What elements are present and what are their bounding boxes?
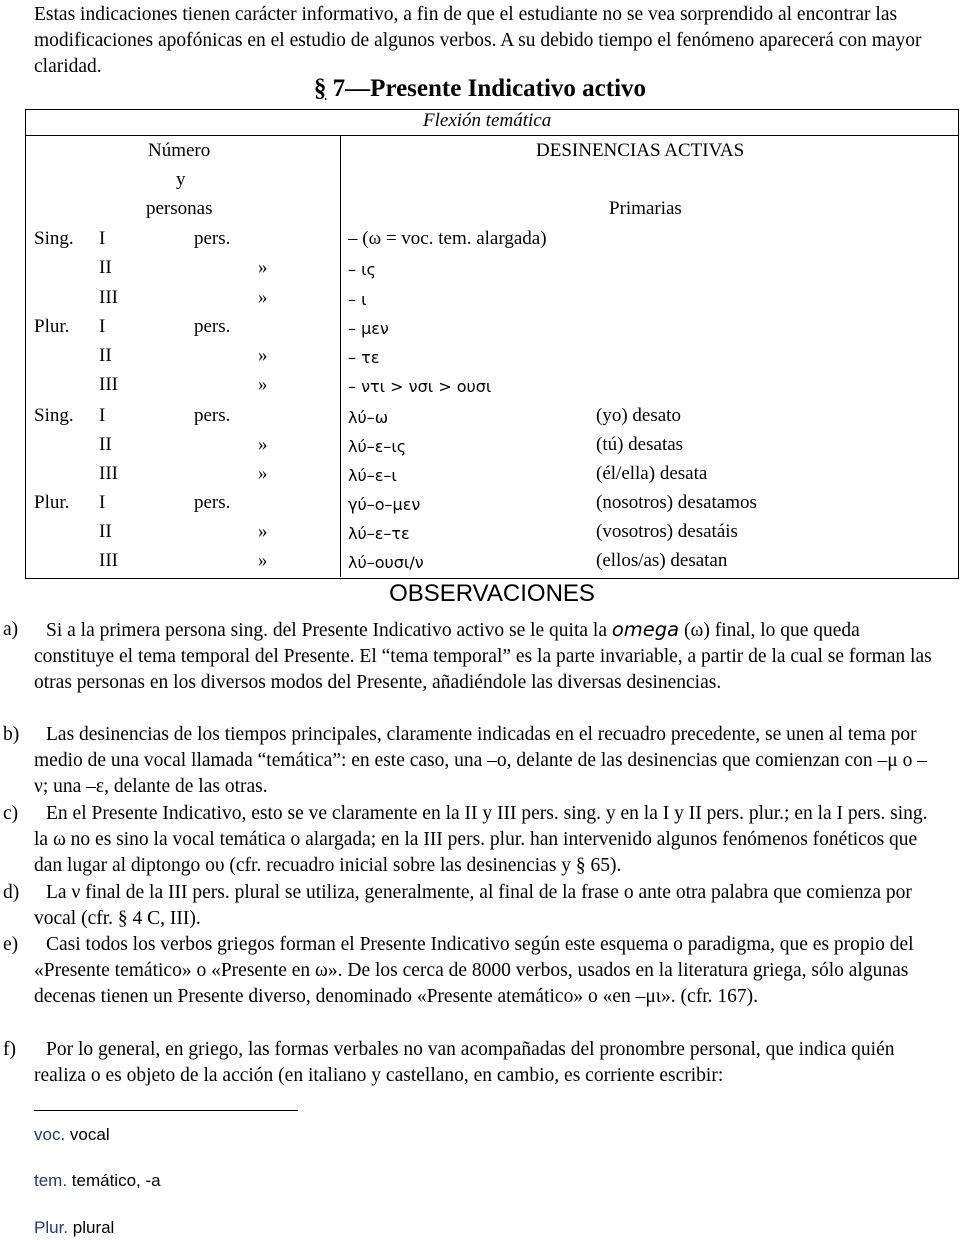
footnote bbox=[34, 1124, 110, 1146]
intro-paragraph: Estas indicaciones tienen carácter informativo, a fin de que el estudiante no se vea sorprendido al encontrar las modificaciones apofónicas en el estudio de algunos verbos. A su debido tiempo el fenómeno aparecerá con mayor claridad. bbox=[34, 4, 922, 77]
footnote-separator bbox=[34, 1110, 298, 1111]
item-marker: a) bbox=[3, 619, 19, 640]
section-title-text: 7—Presente Indicativo activo bbox=[332, 75, 647, 102]
row-greek-form: γύ–ο–μεν bbox=[348, 495, 421, 514]
header-primarias: Primarias bbox=[609, 198, 682, 219]
row-person: III bbox=[99, 550, 118, 571]
row-person: II bbox=[99, 345, 112, 366]
row-label: » bbox=[258, 374, 268, 395]
observation-item bbox=[0, 1037, 940, 1089]
item-text-emphasis: omega bbox=[611, 618, 680, 641]
item-text-post: (ω) final, lo que queda constituye el tema temporal del Presente. El “tema temporal” es la parte invariable, a partir de la cual se forman las otras personas en los diversos modos del Presente, añadiéndole las diversas desinencias. bbox=[34, 620, 932, 693]
item-text: Las desinencias de los tiempos principales, claramente indicadas en el recuadro precedente, se unen al tema por medio de una vocal llamada “temática”: en este caso, una –o, delante de las desinencias que comienzan con –μ o –ν; una –ε, delante de las otras. bbox=[34, 724, 928, 797]
item-marker: e) bbox=[3, 934, 19, 955]
footnote-key: tem. bbox=[34, 1171, 68, 1190]
row-label: » bbox=[258, 345, 268, 366]
row-person: II bbox=[99, 257, 112, 278]
row-person: I bbox=[99, 405, 106, 426]
footnote bbox=[34, 1170, 161, 1192]
row-label: » bbox=[258, 257, 268, 278]
row-person: III bbox=[99, 463, 118, 484]
header-desinencias: DESINENCIAS ACTIVAS bbox=[536, 140, 745, 161]
row-number: Sing. bbox=[34, 228, 74, 249]
footnote-key: voc. bbox=[34, 1125, 66, 1144]
row-label: pers. bbox=[194, 405, 231, 426]
section-mark: § bbox=[313, 75, 327, 102]
observation-item bbox=[0, 801, 940, 879]
row-label: » bbox=[258, 287, 268, 308]
table-caption: Flexión temática bbox=[423, 110, 552, 131]
item-text-pre: Si a la primera persona sing. del Presente Indicativo activo se le quita la bbox=[46, 620, 612, 641]
header-numero: Número bbox=[148, 140, 211, 161]
row-person: II bbox=[99, 434, 112, 455]
item-text: Casi todos los verbos griegos forman el Presente Indicativo según este esquema o paradigma, que es propio del «Presente temático» o «Presente en ω». De los cerca de 8000 verbos, usados en la literatura griega, sólo algunas decenas tienen un Presente diverso, denominado «Presente atemático» o «en –μι». (cfr. 167). bbox=[34, 934, 914, 1007]
row-number: Plur. bbox=[34, 316, 70, 337]
row-label: » bbox=[258, 434, 268, 455]
header-personas: personas bbox=[146, 198, 213, 219]
row-translation: (yo) desato bbox=[596, 405, 681, 426]
table-border bbox=[25, 109, 959, 579]
row-greek-form: λύ–ουσι/ν bbox=[348, 553, 424, 572]
row-translation: (nosotros) desatamos bbox=[596, 492, 757, 513]
row-ending: – (ω = voc. tem. alargada) bbox=[348, 228, 547, 249]
row-number: Plur. bbox=[34, 492, 70, 513]
row-ending: – ντι > νσι > ουσι bbox=[348, 377, 492, 396]
item-marker: d) bbox=[3, 882, 20, 903]
row-label: pers. bbox=[194, 492, 231, 513]
row-ending: – τε bbox=[348, 348, 380, 367]
row-greek-form: λύ–ε–ις bbox=[348, 437, 407, 456]
row-translation: (vosotros) desatáis bbox=[596, 521, 738, 542]
row-label: » bbox=[258, 463, 268, 484]
row-greek-form: λύ–ω bbox=[348, 408, 389, 427]
observations-title: OBSERVACIONES bbox=[389, 580, 595, 607]
row-ending: – ι bbox=[348, 290, 367, 309]
section-title bbox=[0, 74, 960, 104]
item-text: Por lo general, en griego, las formas verbales no van acompañadas del pronombre personal, que indica quién realiza o es objeto de la acción (en italiano y castellano, en cambio, es corriente escribir: bbox=[34, 1039, 895, 1086]
row-label: pers. bbox=[194, 228, 231, 249]
row-greek-form: λύ–ε–ι bbox=[348, 466, 397, 485]
row-translation: (ellos/as) desatan bbox=[596, 550, 728, 571]
row-translation: (tú) desatas bbox=[596, 434, 684, 455]
row-person: I bbox=[99, 316, 106, 337]
observation-item bbox=[0, 880, 940, 932]
row-person: II bbox=[99, 521, 112, 542]
item-marker: f) bbox=[3, 1039, 16, 1060]
item-marker: c) bbox=[3, 803, 19, 824]
item-text: En el Presente Indicativo, esto se ve claramente en la II y III pers. sing. y en la I y II pers. plur.; en la I pers. sing. la ω no es sino la vocal temática o alargada; en la III pers. plur. han intervenido algunos fenómenos fonéticos que dan lugar al diptongo ου (cfr. recuadro inicial sobre las desinencias y § 65). bbox=[34, 803, 928, 876]
footnote-text: vocal bbox=[65, 1125, 110, 1144]
observation-item bbox=[0, 932, 940, 1010]
row-person: III bbox=[99, 287, 118, 308]
row-person: I bbox=[99, 228, 106, 249]
footnote bbox=[34, 1217, 114, 1239]
table-divider-horizontal bbox=[25, 135, 958, 136]
row-label: » bbox=[258, 550, 268, 571]
row-person: I bbox=[99, 492, 106, 513]
row-label: pers. bbox=[194, 316, 231, 337]
footnote-text: plural bbox=[68, 1218, 115, 1237]
observation-item bbox=[0, 722, 940, 800]
row-ending: – ις bbox=[348, 260, 376, 279]
item-marker: b) bbox=[3, 724, 20, 745]
footnote-key: Plur. bbox=[34, 1218, 69, 1237]
row-person: III bbox=[99, 374, 118, 395]
item-text: La ν final de la III pers. plural se utiliza, generalmente, al final de la frase o ante otra palabra que comienza por vocal (cfr. § 4 C, III). bbox=[34, 882, 912, 929]
row-greek-form: λύ–ε–τε bbox=[348, 524, 410, 543]
row-ending: – μεν bbox=[348, 319, 389, 338]
observation-item bbox=[0, 617, 940, 696]
row-number: Sing. bbox=[34, 405, 74, 426]
header-y: y bbox=[176, 169, 186, 190]
footnote-text: temático, -a bbox=[67, 1171, 161, 1190]
table-divider-vertical bbox=[340, 135, 341, 577]
item-text bbox=[34, 617, 940, 696]
row-translation: (él/ella) desata bbox=[596, 463, 708, 484]
row-label: » bbox=[258, 521, 268, 542]
